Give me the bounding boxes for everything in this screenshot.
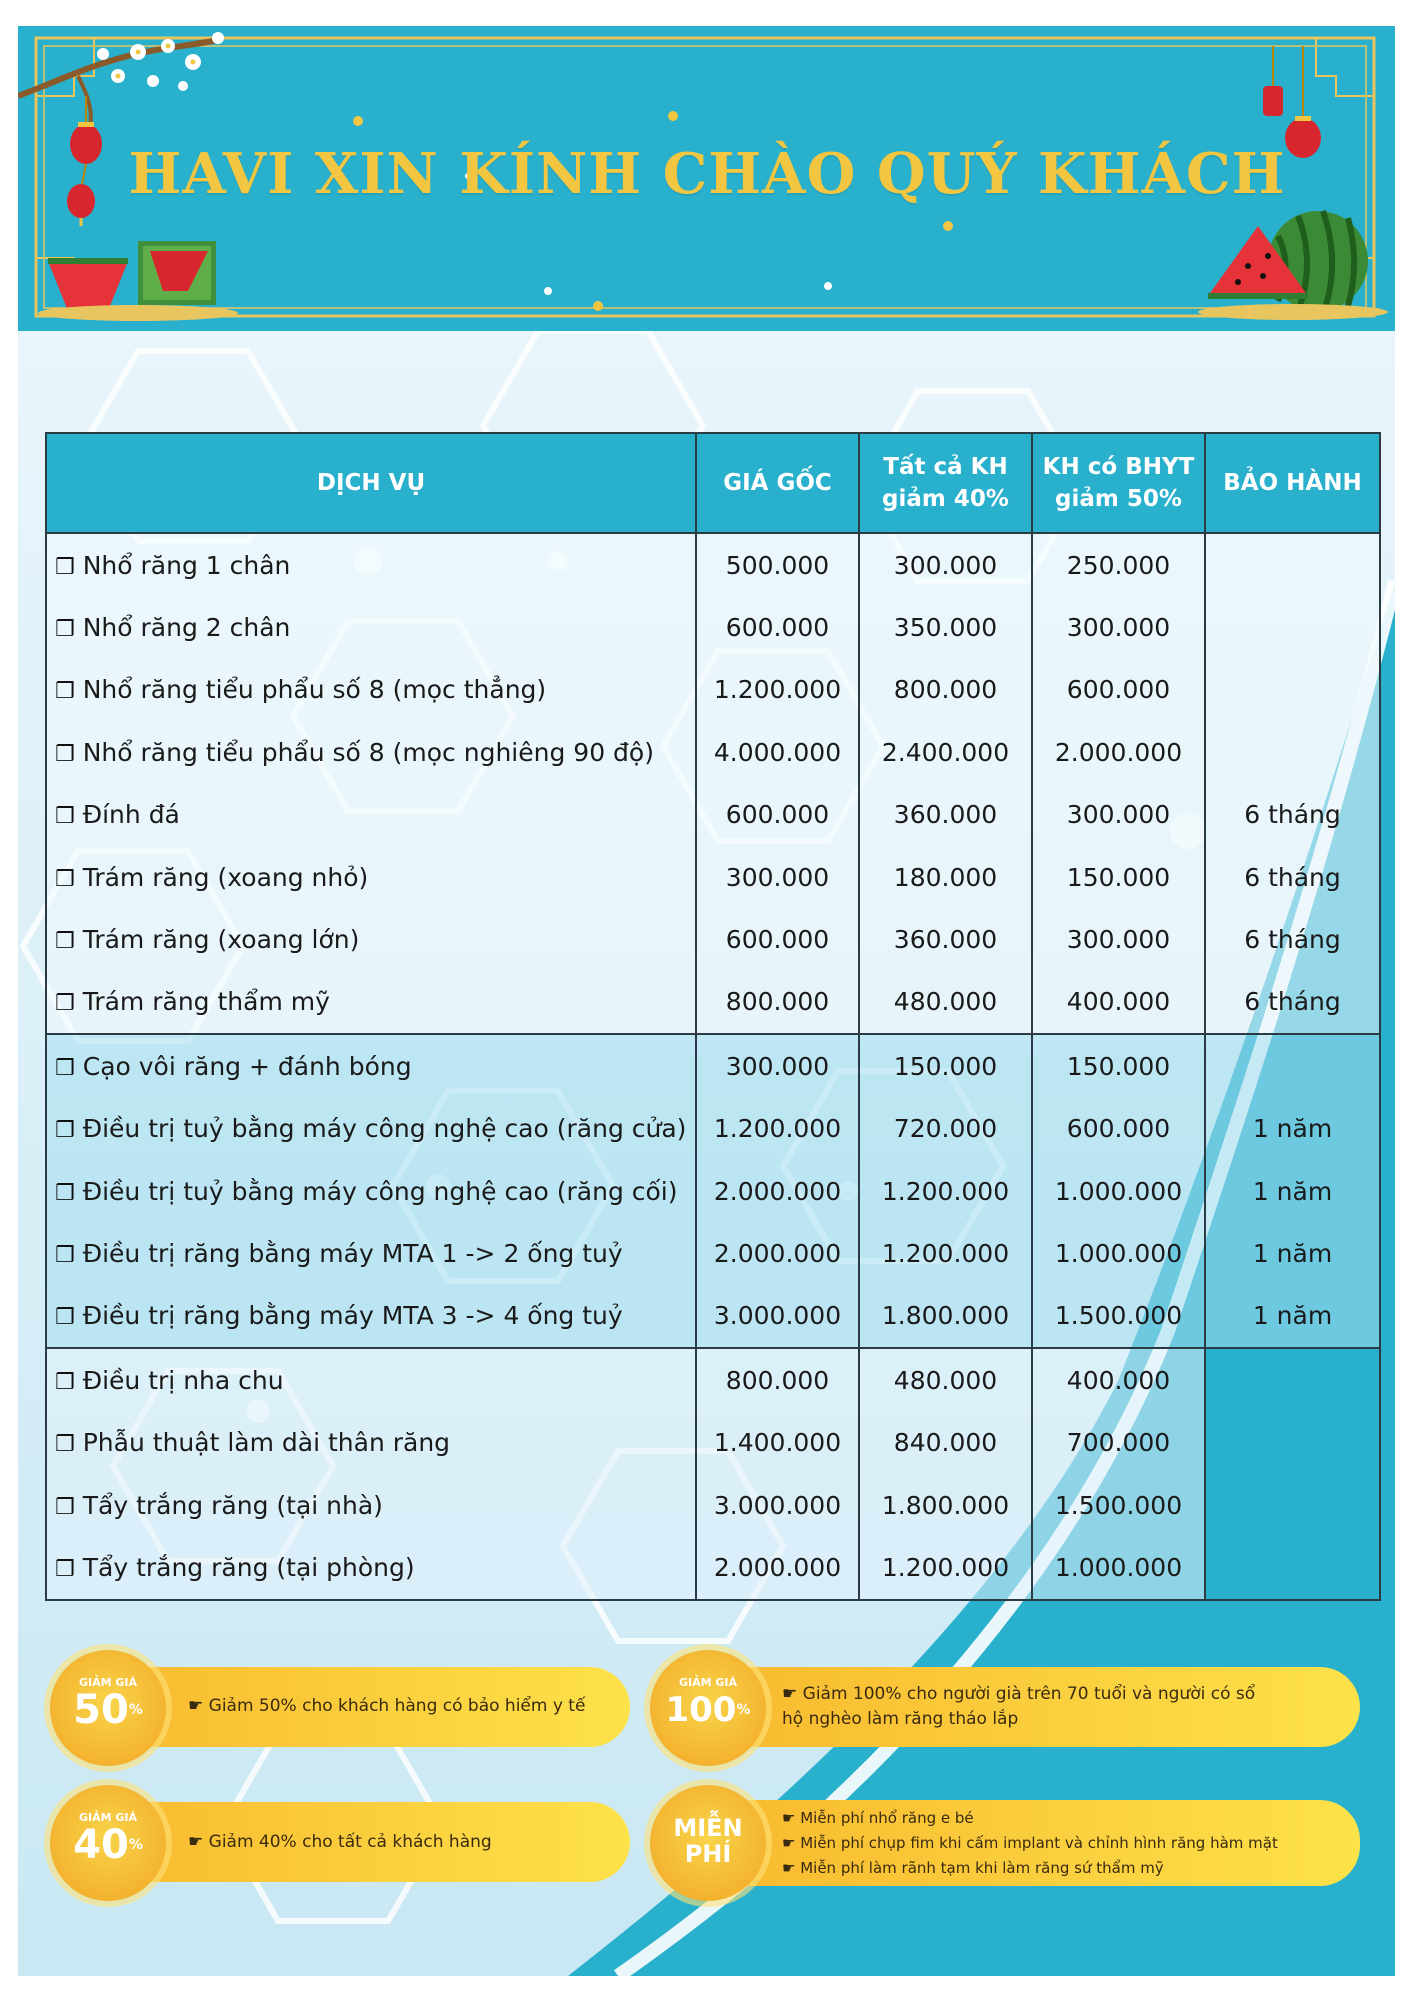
service-name: Nhổ răng tiểu phẩu số 8 (mọc thẳng) <box>82 675 547 705</box>
all-discount-price-cell: 150.000 <box>859 1034 1032 1097</box>
checkbox-icon: ❒ <box>55 929 75 955</box>
badge-value: 40% <box>73 1822 143 1868</box>
badge-label: GIẢM GIÁ <box>678 1676 738 1689</box>
original-price-cell: 1.400.000 <box>696 1411 859 1473</box>
table-body <box>46 533 1380 1600</box>
bhyt-discount-price-cell: 300.000 <box>1032 784 1205 846</box>
service-name: Nhổ răng 1 chân <box>82 550 291 580</box>
service-cell <box>46 846 696 908</box>
original-price-cell: 2.000.000 <box>696 1160 859 1222</box>
warranty-cell <box>1205 596 1380 658</box>
checkbox-icon: ❒ <box>55 617 75 643</box>
service-name: Tẩy trắng răng (tại phòng) <box>82 1552 415 1582</box>
table-row <box>46 846 1380 908</box>
all-discount-price-cell: 480.000 <box>859 971 1032 1034</box>
original-price-cell: 600.000 <box>696 596 859 658</box>
bhyt-discount-price-cell: 150.000 <box>1032 1034 1205 1097</box>
warranty-cell <box>1205 721 1380 783</box>
original-price-cell: 3.000.000 <box>696 1285 859 1348</box>
all-discount-price-cell: 720.000 <box>859 1098 1032 1160</box>
checkbox-icon: ❒ <box>55 804 75 830</box>
all-discount-price-cell: 360.000 <box>859 908 1032 970</box>
bhyt-discount-price-cell: 150.000 <box>1032 846 1205 908</box>
bhyt-discount-price-cell: 600.000 <box>1032 659 1205 721</box>
badge-value: 50% <box>73 1687 143 1733</box>
table-row <box>46 1474 1380 1536</box>
bhyt-discount-price-cell: 1.500.000 <box>1032 1285 1205 1348</box>
all-discount-price-cell: 1.800.000 <box>859 1474 1032 1536</box>
warranty-cell <box>1205 533 1380 596</box>
table-row <box>46 784 1380 846</box>
table-row <box>46 908 1380 970</box>
bhyt-discount-price-cell: 400.000 <box>1032 1348 1205 1411</box>
checkbox-icon: ❒ <box>55 866 75 892</box>
badge-label: GIẢM GIÁ <box>78 1676 138 1689</box>
original-price-cell: 2.000.000 <box>696 1536 859 1599</box>
original-price-cell: 800.000 <box>696 1348 859 1411</box>
checkbox-icon: ❒ <box>55 1180 75 1206</box>
promo-free-list <box>782 1806 1278 1881</box>
bhyt-discount-price-cell: 700.000 <box>1032 1411 1205 1473</box>
service-cell <box>46 596 696 658</box>
warranty-cell <box>1205 1348 1380 1411</box>
table-row <box>46 533 1380 596</box>
service-cell <box>46 784 696 846</box>
table-row <box>46 596 1380 658</box>
discount-100-badge <box>650 1650 766 1766</box>
bhyt-discount-price-cell: 1.000.000 <box>1032 1160 1205 1222</box>
service-name: Trám răng thẩm mỹ <box>82 987 330 1017</box>
service-name: Cạo vôi răng + đánh bóng <box>82 1051 412 1081</box>
bhyt-discount-price-cell: 1.000.000 <box>1032 1222 1205 1284</box>
original-price-cell: 800.000 <box>696 971 859 1034</box>
warranty-cell: 1 năm <box>1205 1098 1380 1160</box>
bhyt-discount-price-cell: 2.000.000 <box>1032 721 1205 783</box>
bhyt-discount-price-cell: 400.000 <box>1032 971 1205 1034</box>
service-cell <box>46 1536 696 1599</box>
checkbox-icon: ❒ <box>55 1494 75 1520</box>
service-name: Trám răng (xoang lớn) <box>82 925 360 955</box>
warranty-cell: 6 tháng <box>1205 971 1380 1034</box>
list-item: ☛ Miễn phí làm rãnh tạm khi làm răng sứ thẩm mỹ <box>782 1859 1164 1877</box>
all-discount-price-cell: 350.000 <box>859 596 1032 658</box>
table-row <box>46 1285 1380 1348</box>
table-header-row <box>46 433 1380 533</box>
bhyt-discount-price-cell: 250.000 <box>1032 533 1205 596</box>
service-cell <box>46 659 696 721</box>
header-banner <box>18 26 1395 331</box>
warranty-cell <box>1205 659 1380 721</box>
warranty-cell <box>1205 1034 1380 1097</box>
header-all-customers: Tất cả KH giảm 40% <box>859 433 1032 533</box>
price-table <box>45 432 1381 1601</box>
checkbox-icon: ❒ <box>55 1556 75 1582</box>
service-cell <box>46 1034 696 1097</box>
original-price-cell: 2.000.000 <box>696 1222 859 1284</box>
all-discount-price-cell: 1.200.000 <box>859 1536 1032 1599</box>
checkbox-icon: ❒ <box>55 1432 75 1458</box>
all-discount-price-cell: 1.200.000 <box>859 1160 1032 1222</box>
all-discount-price-cell: 2.400.000 <box>859 721 1032 783</box>
checkbox-icon: ❒ <box>55 1242 75 1268</box>
free-services-badge <box>650 1785 766 1901</box>
promo-40-text: ☛ Giảm 40% cho tất cả khách hàng <box>188 1832 492 1852</box>
original-price-cell: 600.000 <box>696 784 859 846</box>
original-price-cell: 600.000 <box>696 908 859 970</box>
checkbox-icon: ❒ <box>55 679 75 705</box>
warranty-cell: 1 năm <box>1205 1222 1380 1284</box>
checkbox-icon: ❒ <box>55 1305 75 1331</box>
price-table-container <box>45 432 1379 1601</box>
all-discount-price-cell: 1.800.000 <box>859 1285 1032 1348</box>
service-name: Điều trị tuỷ bằng máy công nghệ cao (răng cửa) <box>82 1114 687 1144</box>
checkbox-icon: ❒ <box>55 991 75 1017</box>
service-name: Tẩy trắng răng (tại nhà) <box>82 1490 383 1520</box>
badge-value: 100% <box>665 1690 751 1730</box>
warranty-cell <box>1205 1536 1380 1599</box>
all-discount-price-cell: 800.000 <box>859 659 1032 721</box>
service-name: Phẫu thuật làm dài thân răng <box>82 1428 451 1458</box>
header-service: DỊCH VỤ <box>46 433 696 533</box>
service-name: Nhổ răng 2 chân <box>82 613 291 643</box>
table-row <box>46 1222 1380 1284</box>
all-discount-price-cell: 840.000 <box>859 1411 1032 1473</box>
service-cell <box>46 971 696 1034</box>
table-row <box>46 1411 1380 1473</box>
service-cell <box>46 908 696 970</box>
bhyt-discount-price-cell: 600.000 <box>1032 1098 1205 1160</box>
service-name: Điều trị răng bằng máy MTA 3 -> 4 ống tuỷ <box>82 1301 623 1331</box>
service-name: Điều trị nha chu <box>82 1365 284 1395</box>
warranty-cell: 6 tháng <box>1205 846 1380 908</box>
warranty-cell: 1 năm <box>1205 1160 1380 1222</box>
warranty-cell <box>1205 1474 1380 1536</box>
checkbox-icon: ❒ <box>55 741 75 767</box>
table-row <box>46 721 1380 783</box>
service-name: Trám răng (xoang nhỏ) <box>82 862 369 892</box>
service-cell <box>46 1348 696 1411</box>
all-discount-price-cell: 180.000 <box>859 846 1032 908</box>
original-price-cell: 500.000 <box>696 533 859 596</box>
all-discount-price-cell: 360.000 <box>859 784 1032 846</box>
table-row <box>46 1348 1380 1411</box>
original-price-cell: 1.200.000 <box>696 659 859 721</box>
list-item: ☛ Miễn phí nhổ răng e bé <box>782 1809 974 1827</box>
table-row <box>46 1098 1380 1160</box>
service-cell <box>46 1474 696 1536</box>
header-bhyt-customers: KH có BHYT giảm 50% <box>1032 433 1205 533</box>
watermelon-cake-icon <box>38 221 238 321</box>
checkbox-icon: ❒ <box>55 1055 75 1081</box>
watermelon-icon <box>1198 206 1388 326</box>
promo-50-text: ☛ Giảm 50% cho khách hàng có bảo hiểm y tế <box>188 1696 586 1716</box>
header-warranty: BẢO HÀNH <box>1205 433 1380 533</box>
checkbox-icon: ❒ <box>55 1118 75 1144</box>
service-cell <box>46 1098 696 1160</box>
header-original-price: GIÁ GỐC <box>696 433 859 533</box>
table-row <box>46 1160 1380 1222</box>
service-name: Điều trị răng bằng máy MTA 1 -> 2 ống tuỷ <box>82 1238 623 1268</box>
checkbox-icon: ❒ <box>55 554 75 580</box>
original-price-cell: 3.000.000 <box>696 1474 859 1536</box>
original-price-cell: 4.000.000 <box>696 721 859 783</box>
warranty-cell: 1 năm <box>1205 1285 1380 1348</box>
warranty-cell: 6 tháng <box>1205 784 1380 846</box>
badge-label: GIẢM GIÁ <box>78 1811 138 1824</box>
original-price-cell: 1.200.000 <box>696 1098 859 1160</box>
badge-value: MIỄN PHÍ <box>673 1814 743 1868</box>
list-item: ☛ Miễn phí chụp fim khi cấm implant và chỉnh hình răng hàm mặt <box>782 1834 1278 1852</box>
service-cell <box>46 1160 696 1222</box>
table-row <box>46 659 1380 721</box>
service-name: Đính đá <box>82 800 180 830</box>
discount-50-badge <box>50 1650 166 1766</box>
original-price-cell: 300.000 <box>696 846 859 908</box>
table-row <box>46 971 1380 1034</box>
service-cell <box>46 1222 696 1284</box>
all-discount-price-cell: 480.000 <box>859 1348 1032 1411</box>
warranty-cell <box>1205 1411 1380 1473</box>
warranty-cell: 6 tháng <box>1205 908 1380 970</box>
all-discount-price-cell: 1.200.000 <box>859 1222 1032 1284</box>
service-name: Điều trị tuỷ bằng máy công nghệ cao (răng cối) <box>82 1176 678 1206</box>
bhyt-discount-price-cell: 300.000 <box>1032 596 1205 658</box>
table-row <box>46 1034 1380 1097</box>
welcome-title: HAVI XIN KÍNH CHÀO QUÝ KHÁCH <box>128 141 1286 207</box>
service-cell <box>46 1411 696 1473</box>
service-cell <box>46 721 696 783</box>
discount-40-badge <box>50 1785 166 1901</box>
service-name: Nhổ răng tiểu phẩu số 8 (mọc nghiêng 90 độ) <box>82 737 654 767</box>
service-cell <box>46 533 696 596</box>
promo-100-text: ☛ Giảm 100% cho người già trên 70 tuổi và người có sổ hộ nghèo làm răng tháo lắp <box>782 1684 1256 1729</box>
bhyt-discount-price-cell: 1.000.000 <box>1032 1536 1205 1599</box>
bhyt-discount-price-cell: 1.500.000 <box>1032 1474 1205 1536</box>
service-cell <box>46 1285 696 1348</box>
all-discount-price-cell: 300.000 <box>859 533 1032 596</box>
original-price-cell: 300.000 <box>696 1034 859 1097</box>
checkbox-icon: ❒ <box>55 1369 75 1395</box>
bhyt-discount-price-cell: 300.000 <box>1032 908 1205 970</box>
table-row <box>46 1536 1380 1599</box>
